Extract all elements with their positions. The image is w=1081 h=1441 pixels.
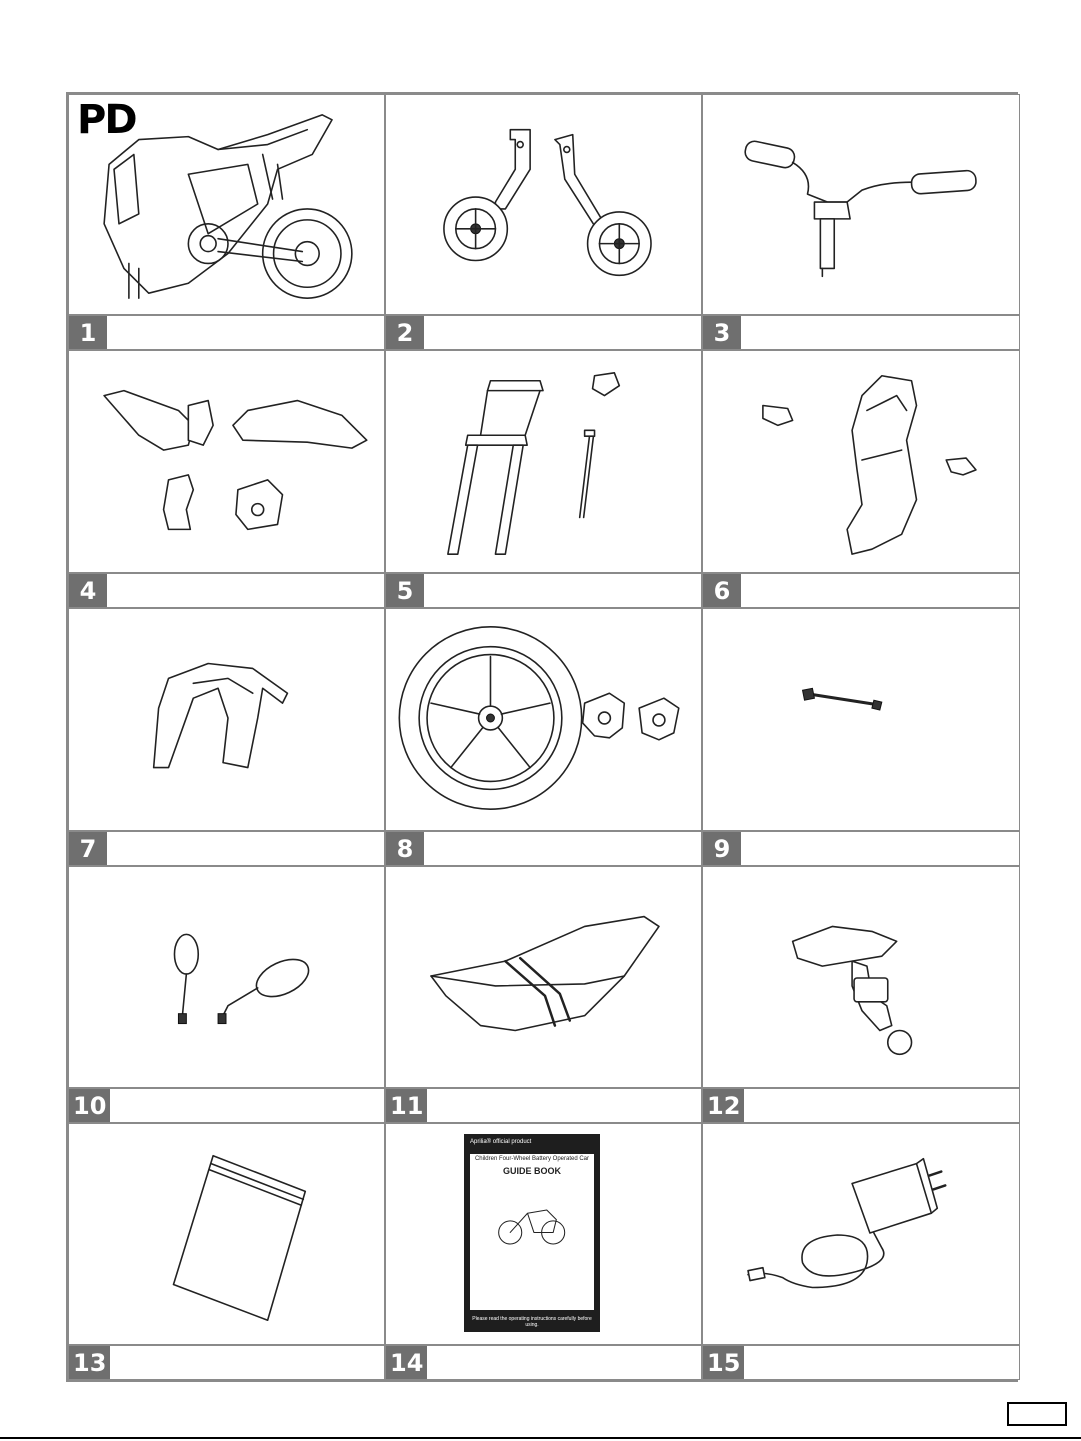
part-label-14: [385, 1345, 702, 1380]
part-number-11: 11: [386, 1089, 427, 1122]
part-number-10: 10: [69, 1089, 110, 1122]
part-image-1: [68, 94, 385, 315]
part-cell-6: [702, 350, 1020, 608]
part-cell-3: [702, 94, 1020, 350]
part-label-15: [702, 1345, 1020, 1380]
part-image-2: [385, 94, 702, 315]
part-image-9: [702, 608, 1020, 831]
front-wheel-icon: [386, 609, 701, 830]
part-label-13: [68, 1345, 385, 1380]
handlebar-icon: [703, 95, 1019, 314]
part-image-3: [702, 94, 1020, 315]
part-cell-12: [702, 866, 1020, 1123]
manual-subtitle: Children Four-Wheel Battery Operated Car: [474, 1156, 590, 1162]
front-fender-icon: [69, 609, 384, 830]
training-wheels-icon: [386, 95, 701, 314]
part-image-5: [385, 350, 702, 573]
part-number-14: 14: [386, 1346, 427, 1379]
part-number-2: 2: [386, 316, 424, 349]
part-number-3: 3: [703, 316, 741, 349]
part-number-1: 1: [69, 316, 107, 349]
part-cell-13: [68, 1123, 385, 1380]
parts-list-grid: [66, 92, 1018, 1382]
part-label-9: [702, 831, 1020, 866]
brand-mark: PD: [77, 97, 136, 143]
part-image-11: [385, 866, 702, 1088]
part-number-7: 7: [69, 832, 107, 865]
part-number-8: 8: [386, 832, 424, 865]
part-label-12: [702, 1088, 1020, 1123]
part-image-4: [68, 350, 385, 573]
part-label-10: [68, 1088, 385, 1123]
part-image-14: [385, 1123, 702, 1345]
part-label-7: [68, 831, 385, 866]
part-label-5: [385, 573, 702, 608]
part-image-6: [702, 350, 1020, 573]
part-label-4: [68, 573, 385, 608]
part-cell-15: [702, 1123, 1020, 1380]
part-cell-1: [68, 94, 385, 350]
part-image-7: [68, 608, 385, 831]
part-cell-9: [702, 608, 1020, 866]
bottom-rule: [0, 1437, 1081, 1439]
front-fork-icon: [386, 351, 701, 572]
part-number-4: 4: [69, 574, 107, 607]
manual-title: GUIDE BOOK: [502, 1166, 561, 1176]
part-label-8: [385, 831, 702, 866]
manual-motorcycle-icon: [470, 1194, 594, 1294]
part-number-5: 5: [386, 574, 424, 607]
part-number-6: 6: [703, 574, 741, 607]
part-cell-14: [385, 1123, 702, 1380]
part-image-12: [702, 866, 1020, 1088]
part-label-3: [702, 315, 1020, 350]
guide-book-icon: [464, 1134, 600, 1332]
part-cell-5: [385, 350, 702, 608]
part-number-13: 13: [69, 1346, 110, 1379]
part-label-2: [385, 315, 702, 350]
part-label-1: [68, 315, 385, 350]
part-cell-2: [385, 94, 702, 350]
part-number-15: 15: [703, 1346, 744, 1379]
part-label-11: [385, 1088, 702, 1123]
seat-icon: [386, 867, 701, 1087]
part-cell-10: [68, 866, 385, 1123]
manual-footer: Please read the operating instructions carefully before using.: [472, 1316, 592, 1328]
page-number-box: [1007, 1402, 1067, 1426]
screw-bag-icon: [69, 1124, 384, 1344]
manual-cover: [470, 1154, 594, 1310]
axle-icon: [703, 609, 1019, 830]
part-number-12: 12: [703, 1089, 744, 1122]
rear-fender-icon: [703, 867, 1019, 1087]
part-image-15: [702, 1123, 1020, 1345]
side-panels-icon: [69, 351, 384, 572]
part-cell-11: [385, 866, 702, 1123]
manual-brand: Aprilia® official product: [470, 1139, 532, 1145]
part-cell-8: [385, 608, 702, 866]
charger-icon: [703, 1124, 1019, 1344]
mirrors-icon: [69, 867, 384, 1087]
part-cell-7: [68, 608, 385, 866]
part-image-13: [68, 1123, 385, 1345]
part-cell-4: [68, 350, 385, 608]
part-image-8: [385, 608, 702, 831]
part-image-10: [68, 866, 385, 1088]
part-label-6: [702, 573, 1020, 608]
part-number-9: 9: [703, 832, 741, 865]
headlight-fairing-icon: [703, 351, 1019, 572]
